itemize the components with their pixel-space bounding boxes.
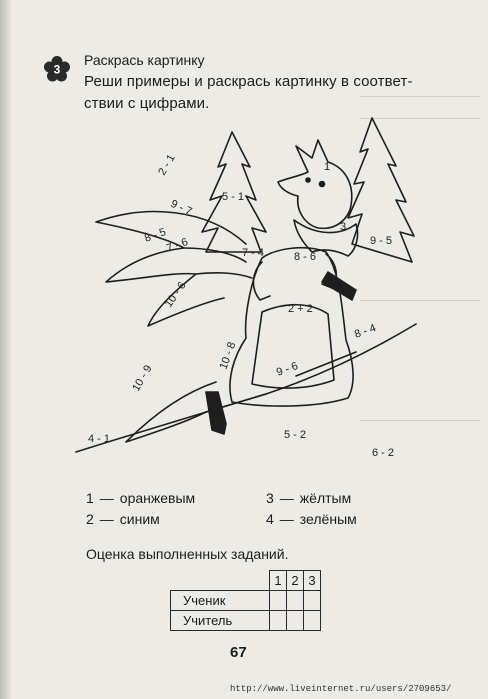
score-cell[interactable]: [304, 611, 321, 631]
score-cell[interactable]: [287, 591, 304, 611]
example-label: 9 - 6: [274, 360, 300, 379]
example-label: 3: [340, 221, 347, 233]
page-spine-shadow: [0, 0, 12, 699]
legend-color-name: жёлтым: [299, 490, 352, 506]
legend-number: 3: [266, 490, 274, 506]
example-label: 8 - 4: [352, 322, 378, 341]
fox-boot: [206, 392, 226, 434]
legend-dash: —: [99, 511, 114, 527]
instruction-line: ствии с цифрами.: [84, 95, 210, 112]
example-label: 5 - 1: [222, 191, 245, 203]
footer-url: http://www.liveinternet.ru/users/2709653/: [230, 684, 452, 694]
score-cell[interactable]: [287, 611, 304, 631]
fox-head-outline: [278, 140, 352, 228]
legend-number: 1: [86, 490, 94, 506]
score-cell[interactable]: [270, 611, 287, 631]
fox-arm-outline: [253, 262, 270, 300]
page-number: 67: [230, 644, 247, 661]
score-cell[interactable]: [270, 591, 287, 611]
task-instruction: [84, 71, 414, 115]
example-label: 8 - 6: [294, 251, 317, 263]
example-label: 7 - 6: [164, 236, 190, 255]
score-row: [171, 591, 321, 611]
example-label: 9 - 7: [168, 197, 194, 219]
instruction-line: Реши примеры и раскрась картинку в соответ-: [84, 73, 413, 90]
example-label: 10 - 9: [130, 363, 155, 394]
score-cell[interactable]: [304, 591, 321, 611]
snow-ground-line: [76, 324, 416, 452]
task-number: 3: [53, 62, 61, 77]
example-label: 6 - 2: [372, 447, 395, 459]
score-title: Оценка выполненных заданий.: [86, 546, 289, 562]
example-label: 10 - 8: [217, 340, 239, 372]
legend-dash: —: [99, 490, 114, 506]
example-label: 4 - 1: [88, 433, 111, 445]
score-header-row: [171, 571, 321, 591]
legend-item: [266, 511, 357, 527]
legend-color-name: зелёным: [299, 511, 357, 527]
score-row-label: Учитель: [171, 611, 270, 631]
example-label: 5 - 2: [284, 429, 307, 441]
score-column-header: 3: [304, 571, 321, 591]
score-table: [170, 570, 321, 631]
fox-coloring-picture: [56, 112, 436, 472]
legend-item: [86, 511, 160, 527]
example-label: 1: [324, 161, 331, 173]
legend-item: [266, 490, 351, 506]
example-label: 8 - 5: [142, 226, 168, 245]
task-title: Раскрась картинку: [84, 52, 205, 68]
score-corner-cell: [171, 571, 270, 591]
legend-item: [86, 490, 195, 506]
legend-color-name: оранжевым: [119, 490, 196, 506]
example-label: 2 + 2: [288, 303, 313, 315]
fox-dress-outline: [230, 248, 353, 406]
example-label: 2 - 1: [156, 152, 178, 178]
score-row: [171, 611, 321, 631]
score-column-header: 2: [287, 571, 304, 591]
legend-number: 2: [86, 511, 94, 527]
legend-dash: —: [279, 490, 294, 506]
flower-badge-icon: [44, 56, 70, 82]
legend-number: 4: [266, 511, 274, 527]
example-label: 9 - 5: [370, 235, 393, 247]
legend-color-name: синим: [119, 511, 160, 527]
legend-dash: —: [279, 511, 294, 527]
example-label: 7 - 4: [242, 247, 265, 259]
fox-apron-outline: [252, 305, 334, 388]
score-column-header: 1: [270, 571, 287, 591]
score-row-label: Ученик: [171, 591, 270, 611]
example-label: 10 - 6: [162, 279, 189, 310]
